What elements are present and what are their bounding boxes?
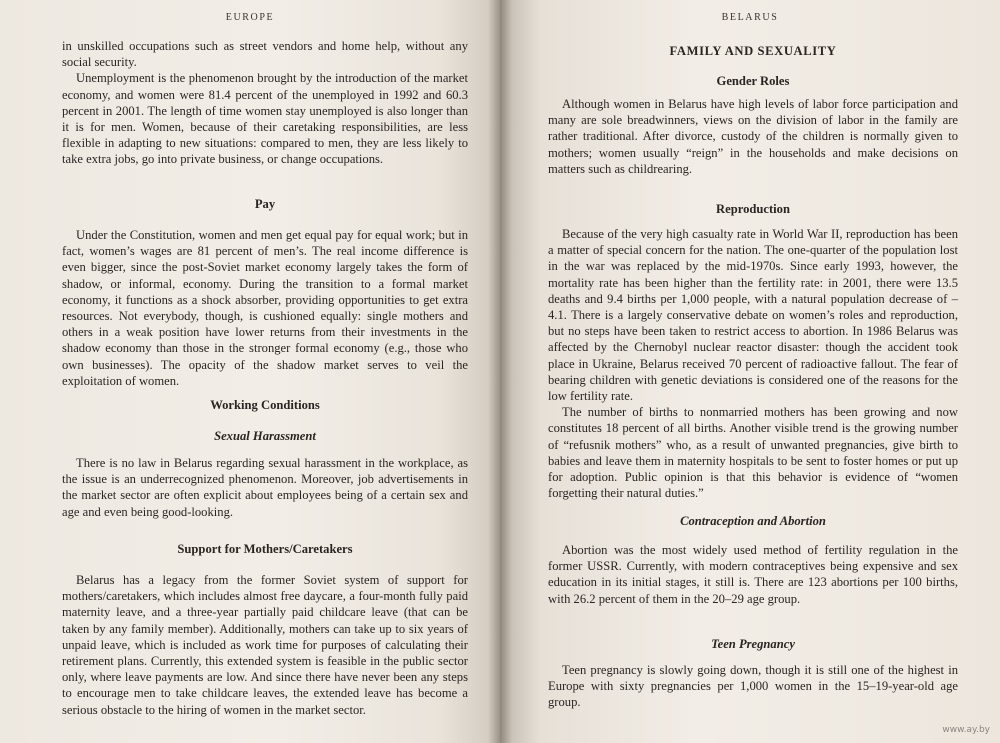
left-running-head: EUROPE <box>225 12 275 23</box>
sexual-harassment-heading: Sexual Harassment <box>214 429 316 443</box>
harassment-paragraph: There is no law in Belarus regarding sexual harassment in the workplace, as the issue is an underrecognized phenomenon. Moreover, job advertisements in the market sector are often explicit about employees being of a certain sex and age and even being good-looking. <box>62 456 468 519</box>
right-running-head: BELARUS <box>721 12 779 23</box>
watermark: www.ay.by <box>942 725 990 735</box>
gender-section <box>548 96 958 177</box>
teen-paragraph: Teen pregnancy is slowly going down, though it is still one of the highest in Europe with sixty pregnancies per 1,000 women in the 15–19-year-old age group. <box>548 663 958 710</box>
book-gutter <box>488 0 512 743</box>
chapter-title: FAMILY AND SEXUALITY <box>669 44 837 58</box>
contraception-paragraph: Abortion was the most widely used method of fertility regulation in the former USSR. Currently, with modern contraceptives being expensive and sex education in its initial stages, it still is. There are 123 abortions per 100 births, with 26.2 percent of them in the 20–29 age group. <box>548 543 958 606</box>
contraception-heading: Contraception and Abortion <box>680 514 826 528</box>
reproduction-heading: Reproduction <box>716 202 790 216</box>
gender-paragraph: Although women in Belarus have high levels of labor force participation and many are sole breadwinners, views on the division of labor in the family are rather traditional. After divorce, custody of the children is normally given to mothers; women usually “reign” in the households and make decisions on matters such as childrearing. <box>548 97 958 176</box>
teen-section <box>548 662 958 711</box>
pay-section <box>62 227 468 389</box>
harassment-section <box>62 455 468 520</box>
reproduction-paragraph-2: The number of births to nonmarried mothers has been growing and now constitutes 18 percent of all births. Another visible trend is the growing number of “refusnik mothers” who, as a result of unwanted pregnancies, give birth to babies and leave them in maternity hospitals to be sent to foster homes or put up for adoption. Public opinion is that this behavior is evidence of “women forgetting their natural duties.” <box>548 405 958 501</box>
reproduction-paragraph-1: Because of the very high casualty rate in World War II, reproduction has been a matter of special concern for the nation. The one-quarter of the population lost in the war was replaced by the mid-1970s. Since early 1993, however, the mortality rate has been higher than the fertility rate: in 2001, there were 13.5 deaths and 9.4 births per 1,000 people, with a natural population decrease of –4.1. There is a largely conservative debate on women’s roles and reproduction, but no steps have been taken to restrict access to abortion. In 1986 Belarus was affected by the Chernobyl nuclear reactor disaster: though the accident took place in Ukraine, Belarus received 70 percent of radioactive fallout. The fear of bearing children with genetic deviations is considered one of the reasons for the low fertility rate. <box>548 227 958 404</box>
teen-pregnancy-heading: Teen Pregnancy <box>711 637 795 651</box>
intro-paragraph-1: in unskilled occupations such as street vendors and home help, without any social security. <box>62 39 468 70</box>
pay-paragraph: Under the Constitution, women and men get equal pay for equal work; but in fact, women’s wages are 81 percent of men’s. The real income difference is even bigger, since the post-Soviet market economy largely takes the form of shadow, or informal, economy. During the transition to a formal market economy, it functions as a shock absorber, providing opportunities to get extra resources. Not everybody, though, is cushioned equally: single mothers and others in a weak position have lower returns from their investments in the shadow economy than those in the stronger formal economy (e.g., those who own businesses). The opacity of the shadow market serves to veil the exploitation of women. <box>62 228 468 388</box>
gender-roles-heading: Gender Roles <box>716 74 790 88</box>
support-section <box>62 572 468 718</box>
working-conditions-heading: Working Conditions <box>210 398 320 412</box>
support-paragraph: Belarus has a legacy from the former Soviet system of support for mothers/caretakers, which includes almost free daycare, a four-month fully paid maternity leave, and a three-year partially paid childcare leave (that can be taken by any family member). Additionally, mothers can take up to six years of unpaid leave, which is included as work time for purposes of calculating their retirement plans. Currently, this extended system is feasible in the public sector only, where leave payments are low. And since there have never been any steps to encourage men to take childcare leaves, the extended leave has become a serious obstacle to the hiring of women in the market sector. <box>62 573 468 717</box>
intro-paragraph-2: Unemployment is the phenomenon brought by the introduction of the market economy, and women were 81.4 percent of the unemployed in 1992 and 60.3 percent in 2001. The length of time women stay unemployed is also longer than it is for men. Women, because of their caretaking responsibilities, are less flexible in adapting to new situations: compared to men, they are less likely to take extra jobs, go into private business, or change occupations. <box>62 71 468 167</box>
right-page <box>500 0 1000 743</box>
pay-heading: Pay <box>254 197 276 211</box>
intro-section <box>62 38 468 168</box>
contraception-section <box>548 542 958 607</box>
support-mothers-heading: Support for Mothers/Caretakers <box>177 542 353 556</box>
reproduction-section <box>548 226 958 501</box>
